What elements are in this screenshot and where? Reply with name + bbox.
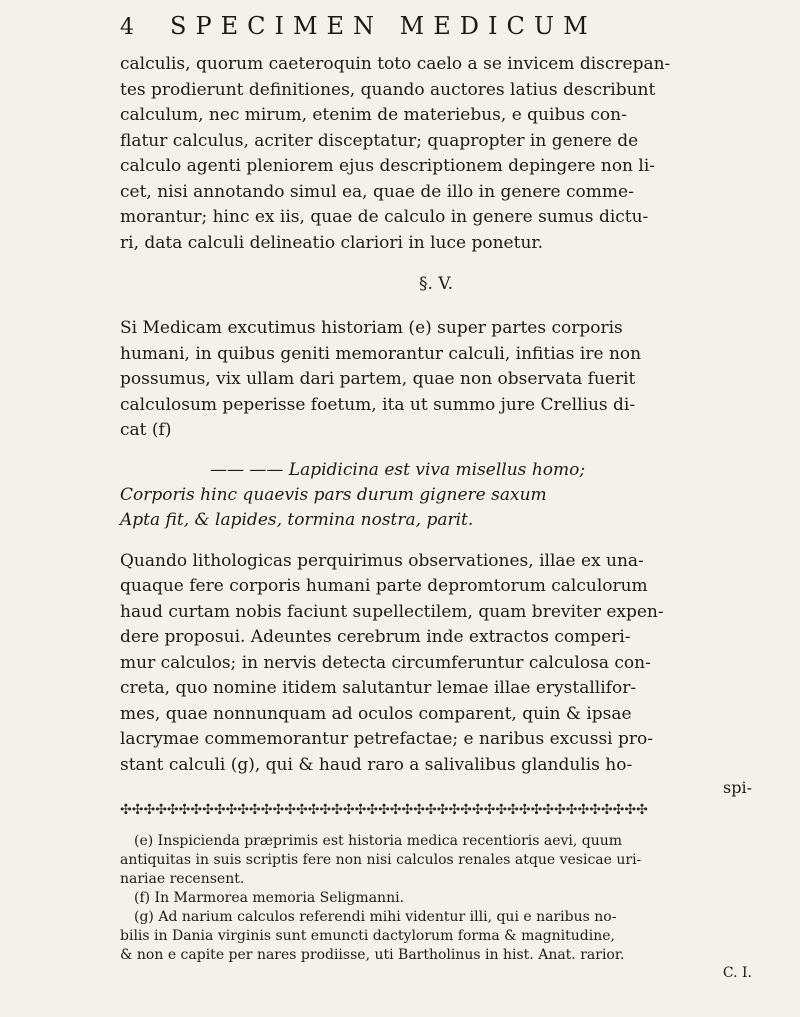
text-line: tes prodierunt definitiones, quando auctores latius describunt xyxy=(120,79,656,100)
text-line: ri, data calculi delineatio clariori in luce ponetur. xyxy=(120,232,544,253)
text-line: morantur; hinc ex iis, quae de calculo in genere sumus dictu- xyxy=(120,207,649,227)
text-line: flatur calculus, acriter disceptatur; quapropter in genere de xyxy=(120,130,639,151)
section-heading: §. V. xyxy=(418,274,454,294)
footnote-line: (g) Ad narium calculos referendi mihi videntur illi, qui e naribus no- xyxy=(134,909,617,925)
footnote-line: nariae recensent. xyxy=(120,871,245,887)
text-line: Quando lithologicas perquirimus observationes, illae ex una- xyxy=(120,550,644,571)
text-line: calculo agenti pleniorem ejus descriptionem depingere non li- xyxy=(120,156,656,176)
text-line: possumus, vix ullam dari partem, quae non observata fuerit xyxy=(120,369,636,389)
paragraph-3 xyxy=(120,549,752,779)
footnote-line: & non e capite per nares prodiisse, uti Bartholinus in hist. Anat. rarior. xyxy=(120,947,625,963)
footnote-line: antiquitas in suis scriptis fere non nisi calculos renales atque vesicae uri- xyxy=(120,852,642,868)
text-line: lacrymae commemorantur petrefactae; e naribus excussi pro- xyxy=(120,729,654,749)
text-line: calculum, nec mirum, etenim de materiebus, e quibus con- xyxy=(120,105,627,125)
text-line: stant calculi (g), qui & haud raro a salivalibus glandulis ho- xyxy=(120,754,633,775)
text-line: calculosum peperisse foetum, ita ut summo jure Crellius di- xyxy=(120,394,636,415)
text-line: quaque fere corporis humani parte depromtorum calculorum xyxy=(120,576,648,596)
running-head: SPECIMEN MEDICUM xyxy=(170,12,597,40)
signature-mark: C. I. xyxy=(722,965,752,981)
paragraph-1 xyxy=(120,52,752,256)
text-line: dere proposui. Adeuntes cerebrum inde extractos comperi- xyxy=(120,627,631,647)
ornament-divider: ✣✣✣✣✣✣✣✣✣✣✣✣✣✣✣✣✣✣✣✣✣✣✣✣✣✣✣✣✣✣✣✣✣✣✣✣✣✣✣✣✣✣✣✣✣ xyxy=(120,802,648,818)
text-line: mes, quae nonnunquam ad oculos comparent, quin & ipsae xyxy=(120,703,632,724)
verse-quotation xyxy=(120,458,752,533)
verse-line: Apta fit, & lapides, tormina nostra, parit. xyxy=(120,509,474,530)
text-line: Si Medicam excutimus historiam (e) super partes corporis xyxy=(120,318,623,338)
page-header xyxy=(120,12,752,42)
text-line: humani, in quibus geniti memorantur calculi, infitias ire non xyxy=(120,343,642,364)
verse-line: —— —— Lapidicina est viva misellus homo; xyxy=(210,459,586,480)
text-line: haud curtam nobis faciunt supellectilem, quam breviter expen- xyxy=(120,601,664,622)
text-line: cat (f) xyxy=(120,420,172,440)
verse-line: Corporis hinc quaevis pars durum gignere saxum xyxy=(120,484,547,505)
catchword: spi- xyxy=(723,778,752,797)
footnote-line: (e) Inspicienda præprimis est historia medica recentioris aevi, quum xyxy=(134,833,623,849)
footnotes xyxy=(120,832,752,965)
text-line: calculis, quorum caeteroquin toto caelo a se invicem discrepan- xyxy=(120,54,671,74)
footnote-line: (f) In Marmorea memoria Seligmanni. xyxy=(134,890,405,906)
page-number: 4 xyxy=(120,15,134,40)
footnote-line: bilis in Dania virginis sunt emuncti dactylorum forma & magnitudine, xyxy=(120,928,615,944)
text-line: creta, quo nomine itidem salutantur lemae illae erystallifor- xyxy=(120,678,637,698)
paragraph-2 xyxy=(120,316,752,444)
text-line: cet, nisi annotando simul ea, quae de illo in genere comme- xyxy=(120,181,634,202)
text-line: mur calculos; in nervis detecta circumferuntur calculosa con- xyxy=(120,652,651,673)
